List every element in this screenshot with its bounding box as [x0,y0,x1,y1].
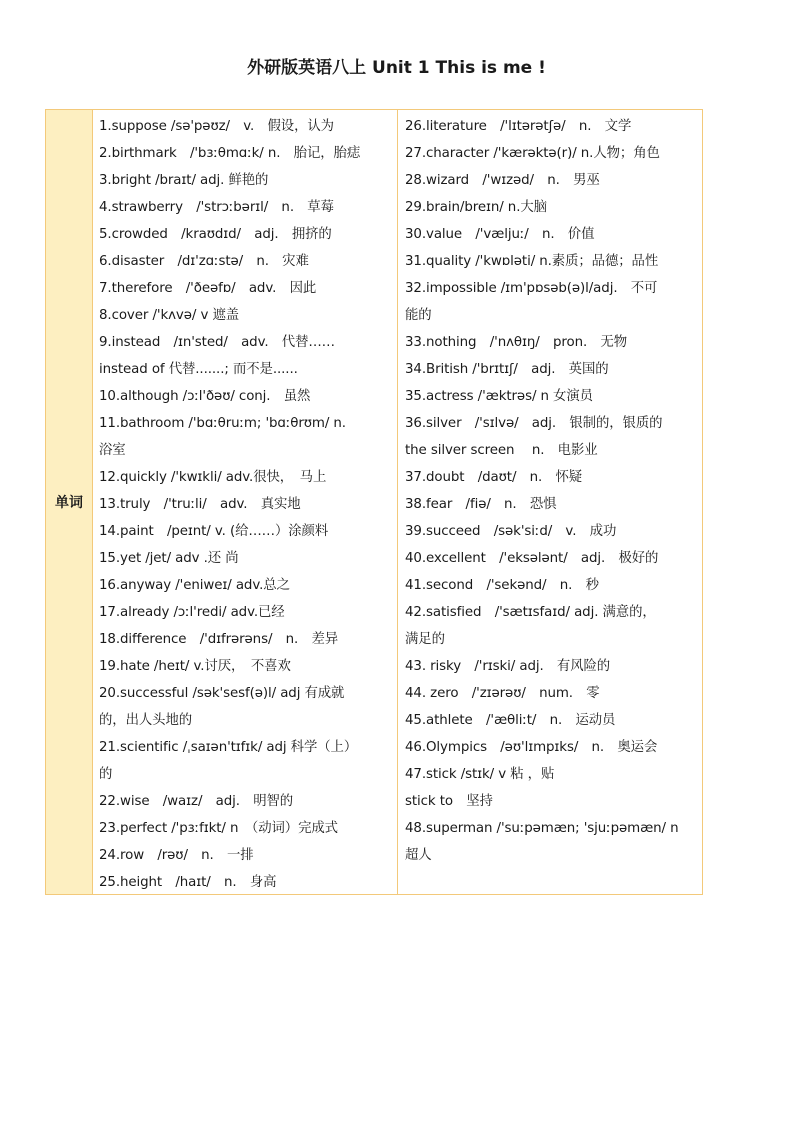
vocabulary-line: stick to 坚持 [405,794,493,809]
vocabulary-line: 的，出人头地的 [99,713,193,728]
vocabulary-line: 12.quickly /'kwɪkli/ adv.很快， 马上 [99,470,327,485]
vocabulary-line: 27.character /'kærəktə(r)/ n.人物；角色 [405,146,660,161]
vocabulary-line: instead of 代替.......; 而不是...... [99,362,298,377]
vocabulary-line: 29.brain/breɪn/ n.大脑 [405,200,547,215]
page-title: 外研版英语八上 Unit 1 This is me ! [247,58,546,78]
vocabulary-column-left [93,110,398,894]
vocabulary-line: 38.fear /fiə/ n. 恐惧 [405,497,557,512]
vocabulary-line: 的 [99,767,113,782]
vocabulary-line: 45.athlete /'æθliːt/ n. 运动员 [405,713,616,728]
vocabulary-line: 36.silver /'sɪlvə/ adj. 银制的，银质的 [405,416,663,431]
vocabulary-line: 48.superman /'suːpəmæn; 'sjuːpəmæn/ n [405,821,679,836]
vocabulary-line: 26.literature /'lɪtərətʃə/ n. 文学 [405,119,632,134]
vocabulary-line: 22.wise /waɪz/ adj. 明智的 [99,794,294,809]
vocabulary-line: 16.anyway /'eniweɪ/ adv.总之 [99,578,290,593]
section-label-cell [46,110,93,894]
vocabulary-line: 25.height /haɪt/ n. 身高 [99,875,277,890]
vocabulary-line: 47.stick /stɪk/ v 粘 ，贴 [405,767,555,782]
vocabulary-line: 28.wizard /'wɪzəd/ n. 男巫 [405,173,600,188]
vocabulary-line: 6.disaster /dɪ'zɑːstə/ n. 灾难 [99,254,309,269]
vocabulary-table [45,109,703,895]
vocabulary-line: 32.impossible /ɪm'pɒsəb(ə)l/adj. 不可 [405,281,658,296]
vocabulary-line: 7.therefore /'ðeəfɒ/ adv. 因此 [99,281,317,296]
vocabulary-line: 9.instead /ɪn'sted/ adv. 代替…… [99,335,335,350]
vocabulary-line: 5.crowded /kraʊdɪd/ adj. 拥挤的 [99,227,332,242]
vocabulary-line: 23.perfect /'pɜːfɪkt/ n （动词）完成式 [99,821,338,836]
vocabulary-line: 满足的 [405,632,445,647]
vocabulary-line: 3.bright /braɪt/ adj. 鲜艳的 [99,173,269,188]
vocabulary-line: 浴室 [99,443,126,458]
section-label: 单词 [55,495,83,511]
vocabulary-line: 34.British /'brɪtɪʃ/ adj. 英国的 [405,362,609,377]
vocabulary-line: 43. risky /'rɪski/ adj. 有风险的 [405,659,611,674]
vocabulary-line: 能的 [405,308,432,323]
vocabulary-line: 33.nothing /'nʌθɪŋ/ pron. 无物 [405,335,627,350]
vocabulary-line: 11.bathroom /'bɑːθruːm; 'bɑːθrʊm/ n. [99,416,346,431]
vocabulary-line: 46.Olympics /əʊ'lɪmpɪks/ n. 奥运会 [405,740,658,755]
vocabulary-line: 13.truly /'truːli/ adv. 真实地 [99,497,301,512]
vocabulary-line: 8.cover /'kʌvə/ v 遮盖 [99,308,240,323]
vocabulary-line: 2.birthmark /'bɜːθmɑːk/ n. 胎记，胎痣 [99,146,361,161]
vocabulary-line: 35.actress /'æktrəs/ n 女演员 [405,389,593,404]
vocabulary-line: 10.although /ɔːl'ðəʊ/ conj. 虽然 [99,389,311,404]
vocabulary-line: 17.already /ɔːl'redi/ adv.已经 [99,605,285,620]
vocabulary-column-right [398,110,701,894]
vocabulary-line: 18.difference /'dɪfrərəns/ n. 差异 [99,632,339,647]
vocabulary-line: 42.satisfied /'sætɪsfaɪd/ adj. 满意的， [405,605,656,620]
vocabulary-line: 15.yet /jet/ adv .还 尚 [99,551,239,566]
vocabulary-line: 41.second /'sekənd/ n. 秒 [405,578,599,593]
vocabulary-line: 21.scientific /ˌsaɪən'tɪfɪk/ adj 科学（上） [99,740,358,755]
vocabulary-line: 40.excellent /'eksələnt/ adj. 极好的 [405,551,659,566]
vocabulary-line: 4.strawberry /'strɔːbərɪl/ n. 草莓 [99,200,334,215]
vocabulary-line: 30.value /'væljuː/ n. 价值 [405,227,595,242]
vocabulary-line: 14.paint /peɪnt/ v. (给……）涂颜料 [99,524,329,539]
vocabulary-line: 1.suppose /sə'pəʊz/ v. 假设，认为 [99,119,334,134]
vocabulary-line: 19.hate /heɪt/ v.讨厌， 不喜欢 [99,659,291,674]
vocabulary-line: 20.successful /sək'sesf(ə)l/ adj 有成就 [99,686,345,701]
vocabulary-line: 44. zero /'zɪərəʊ/ num. 零 [405,686,600,701]
vocabulary-line: 超人 [405,848,432,863]
vocabulary-line: 24.row /rəʊ/ n. 一排 [99,848,254,863]
vocabulary-line: 37.doubt /daʊt/ n. 怀疑 [405,470,583,485]
vocabulary-line: 39.succeed /sək'siːd/ v. 成功 [405,524,617,539]
vocabulary-line: 31.quality /'kwɒləti/ n.素质；品德；品性 [405,254,659,269]
vocabulary-line: the silver screen n. 电影业 [405,443,598,458]
